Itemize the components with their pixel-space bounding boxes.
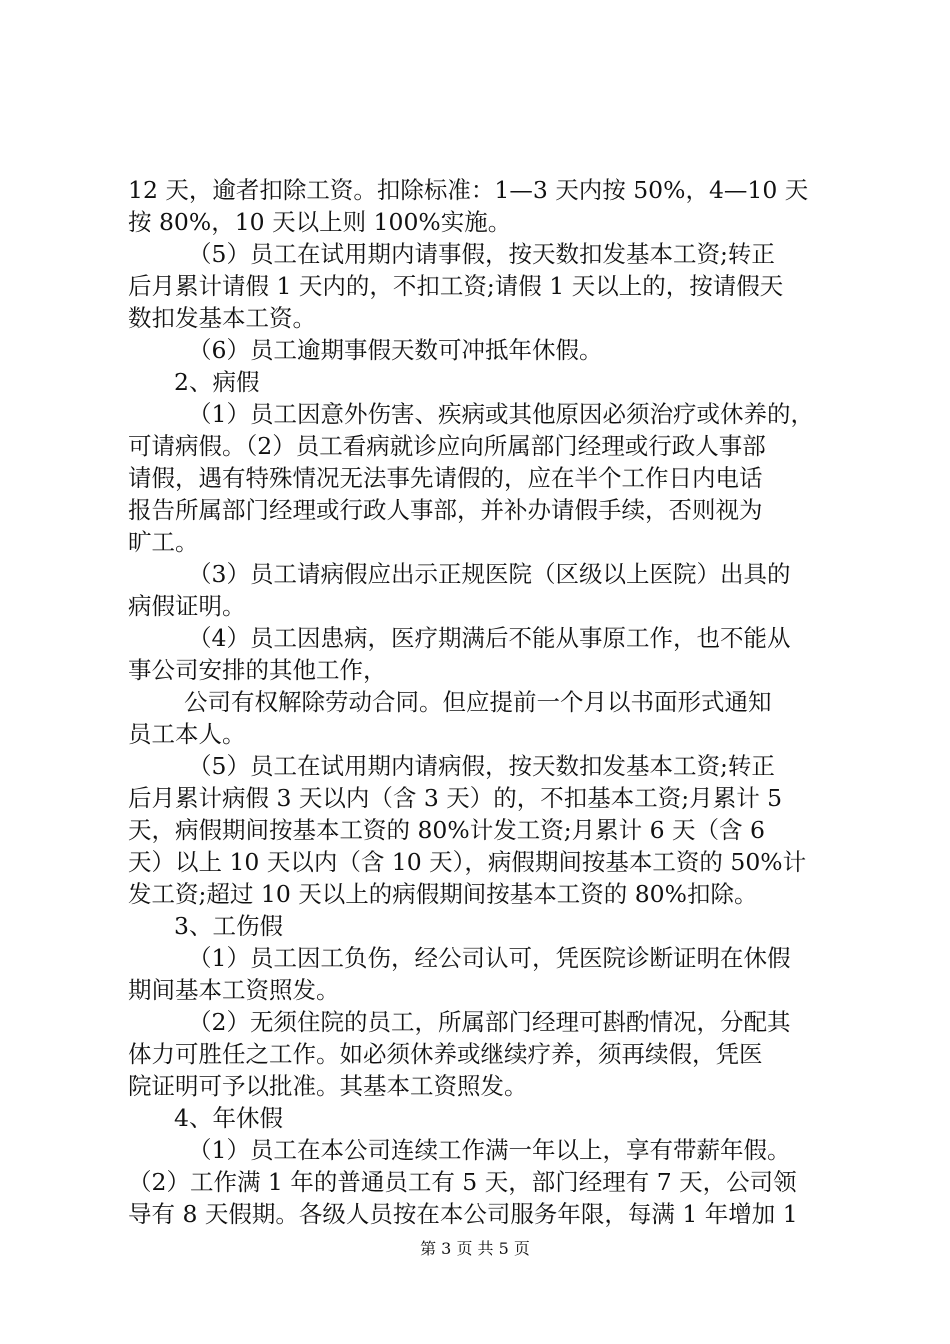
text-line: 按 80%，10 天以上则 100%实施。 xyxy=(128,208,512,236)
page-number: 第 3 页 共 5 页 xyxy=(420,1239,530,1258)
text-line: 导有 8 天假期。各级人员按在本公司服务年限，每满 1 年增加 1 xyxy=(128,1200,798,1228)
text-line: （5）员工在试用期内请病假，按天数扣发基本工资;转正 xyxy=(188,752,775,780)
text-line: （1）员工在本公司连续工作满一年以上，享有带薪年假。 xyxy=(188,1136,791,1164)
text-line: 后月累计病假 3 天以内（含 3 天）的，不扣基本工资;月累计 5 xyxy=(128,784,783,812)
text-line: 12 天，逾者扣除工资。扣除标准：1—3 天内按 50%，4—10 天 xyxy=(128,176,809,204)
text-line: （4）员工因患病，医疗期满后不能从事原工作，也不能从 xyxy=(188,624,791,652)
text-line: 可请病假。（2）员工看病就诊应向所属部门经理或行政人事部 xyxy=(128,432,766,460)
text-line: 旷工。 xyxy=(128,528,199,556)
text-line: 请假，遇有特殊情况无法事先请假的，应在半个工作日内电话 xyxy=(128,464,763,492)
text-line: （6）员工逾期事假天数可冲抵年休假。 xyxy=(188,336,603,364)
text-line: （1）员工因意外伤害、疾病或其他原因必须治疗或休养的， xyxy=(188,400,814,428)
text-line: 天）以上 10 天以内（含 10 天），病假期间按基本工资的 50%计 xyxy=(128,848,807,876)
text-line: 体力可胜任之工作。如必须休养或继续疗养，须再续假，凭医 xyxy=(128,1040,763,1068)
text-line: 事公司安排的其他工作， xyxy=(128,656,387,684)
page-footer xyxy=(0,1239,950,1259)
text-line: 数扣发基本工资。 xyxy=(128,304,316,332)
text-line: 病假证明。 xyxy=(128,592,246,620)
text-line: 公司有权解除劳动合同。但应提前一个月以书面形式通知 xyxy=(184,688,772,716)
text-line: （2）工作满 1 年的普通员工有 5 天，部门经理有 7 天，公司领 xyxy=(128,1168,797,1196)
text-line: 报告所属部门经理或行政人事部，并补办请假手续，否则视为 xyxy=(128,496,763,524)
text-line: （3）员工请病假应出示正规医院（区级以上医院）出具的 xyxy=(188,560,791,588)
text-line: （1）员工因工负伤，经公司认可，凭医院诊断证明在休假 xyxy=(188,944,791,972)
text-line: 院证明可予以批准。其基本工资照发。 xyxy=(128,1072,528,1100)
text-line: 后月累计请假 1 天内的，不扣工资;请假 1 天以上的，按请假天 xyxy=(128,272,784,300)
text-line: 员工本人。 xyxy=(128,720,246,748)
text-line: 期间基本工资照发。 xyxy=(128,976,340,1004)
text-line: 发工资;超过 10 天以上的病假期间按基本工资的 80%扣除。 xyxy=(128,880,758,908)
text-line: 天，病假期间按基本工资的 80%计发工资;月累计 6 天（含 6 xyxy=(128,816,765,844)
section-heading: 3、工伤假 xyxy=(174,912,283,940)
text-line: （5）员工在试用期内请事假，按天数扣发基本工资;转正 xyxy=(188,240,775,268)
text-line: （2）无须住院的员工，所属部门经理可斟酌情况，分配其 xyxy=(188,1008,791,1036)
section-heading: 4、年休假 xyxy=(174,1104,283,1132)
section-heading: 2、病假 xyxy=(174,368,260,396)
